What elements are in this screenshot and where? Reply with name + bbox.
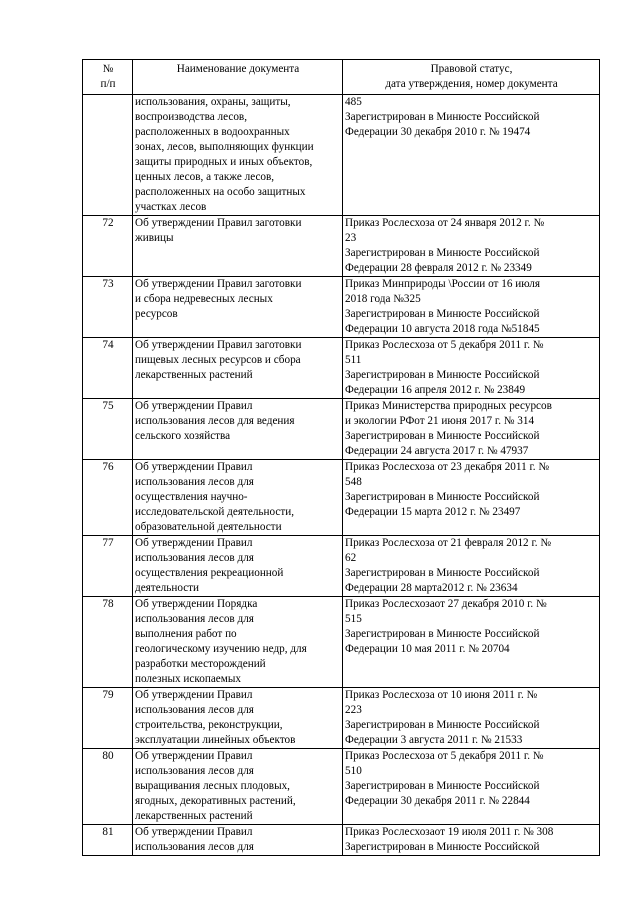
legal-status-line: Зарегистрирован в Минюсте Российской — [345, 628, 540, 640]
legal-status-line: Зарегистрирован в Минюсте Российской — [345, 308, 540, 320]
document-name-cell — [133, 216, 343, 277]
document-name-line: использования лесов для ведения — [135, 415, 295, 427]
document-name-line: ресурсов — [135, 308, 178, 320]
document-name-line: сельского хозяйства — [135, 430, 231, 442]
table-row — [83, 399, 600, 460]
document-name-line: осуществления рекреационной — [135, 567, 284, 579]
document-name-line: использования лесов для — [135, 613, 254, 625]
document-name-line: Об утверждении Правил — [135, 400, 253, 412]
document-name-line: Об утверждении Правил — [135, 537, 253, 549]
document-name-cell — [133, 597, 343, 688]
legal-status-line: Приказ Рослесхозаот 27 декабря 2010 г. № — [345, 598, 547, 610]
row-number: 79 — [83, 688, 133, 749]
document-name-line: использования лесов для — [135, 552, 254, 564]
legal-status-line: Федерации 24 августа 2017 г. № 47937 — [345, 445, 529, 457]
legal-status-line: 62 — [345, 552, 357, 564]
document-name-line: использования лесов для — [135, 765, 254, 777]
legal-status-line: Приказ Рослесхоза от 24 января 2012 г. № — [345, 217, 545, 229]
legal-status-line: 515 — [345, 613, 362, 625]
document-name-line: расположенных на особо защитных — [135, 186, 306, 198]
document-name-line: исследовательской деятельности, — [135, 506, 295, 518]
document-name-line: осуществления научно- — [135, 491, 248, 503]
document-name-line: геологическому изучению недр, для — [135, 643, 307, 655]
document-name-cell — [133, 338, 343, 399]
document-name-line: зонах, лесов, выполняющих функции — [135, 141, 314, 153]
table-row — [83, 95, 600, 216]
legal-status-line: Зарегистрирован в Минюсте Российской — [345, 841, 540, 853]
legal-status-cell — [343, 825, 600, 856]
legal-status-line: Федерации 3 августа 2011 г. № 21533 — [345, 734, 523, 746]
legal-status-cell — [343, 399, 600, 460]
legal-status-cell — [343, 536, 600, 597]
table-body — [83, 95, 600, 856]
document-name-cell — [133, 399, 343, 460]
legal-status-line: Федерации 28 февраля 2012 г. № 23349 — [345, 262, 532, 274]
legal-status-line: Зарегистрирован в Минюсте Российской — [345, 780, 540, 792]
document-name-line: строительства, реконструкции, — [135, 719, 283, 731]
document-name-line: ягодных, декоративных растений, — [135, 795, 296, 807]
document-name-cell — [133, 460, 343, 536]
legal-status-cell — [343, 688, 600, 749]
legal-status-line: Зарегистрирован в Минюсте Российской — [345, 719, 540, 731]
document-name-cell — [133, 688, 343, 749]
table-row — [83, 749, 600, 825]
table-row — [83, 597, 600, 688]
legal-status-cell — [343, 597, 600, 688]
row-number: 72 — [83, 216, 133, 277]
row-number: 73 — [83, 277, 133, 338]
document-name-line: полезных ископаемых — [135, 673, 241, 685]
document-name-line: живицы — [135, 232, 174, 244]
document-name-line: участках лесов — [135, 201, 207, 213]
header-legal-status: Правовой статус, дата утверждения, номер документа — [343, 60, 600, 95]
header-row — [83, 60, 600, 95]
table-header — [83, 60, 600, 95]
legal-status-line: Зарегистрирован в Минюсте Российской — [345, 369, 540, 381]
document-name-line: образовательной деятельности — [135, 521, 282, 533]
document-name-line: защиты природных и иных объектов, — [135, 156, 313, 168]
document-name-line: ценных лесов, а также лесов, — [135, 171, 275, 183]
table-row — [83, 338, 600, 399]
document-name-line: Об утверждении Правил заготовки — [135, 278, 302, 290]
legal-status-line: и экологии РФот 21 июня 2017 г. № 314 — [345, 415, 535, 427]
legal-status-cell — [343, 95, 600, 216]
row-number: 77 — [83, 536, 133, 597]
legal-status-line: Зарегистрирован в Минюсте Российской — [345, 567, 540, 579]
document-name-line: Об утверждении Порядка — [135, 598, 258, 610]
legal-status-cell — [343, 338, 600, 399]
legal-status-line: Федерации 30 декабря 2010 г. № 19474 — [345, 126, 531, 138]
document-name-line: воспроизводства лесов, — [135, 111, 248, 123]
legal-status-line: Приказ Минприроды \России от 16 июля — [345, 278, 541, 290]
document-name-line: использования лесов для — [135, 841, 254, 853]
legal-status-line: Федерации 10 августа 2018 года №51845 — [345, 323, 540, 335]
legal-status-line: 23 — [345, 232, 357, 244]
document-name-line: деятельности — [135, 582, 200, 594]
document-name-line: Об утверждении Правил заготовки — [135, 339, 302, 351]
documents-table — [82, 59, 600, 856]
row-number: 78 — [83, 597, 133, 688]
document-name-cell — [133, 277, 343, 338]
legal-status-line: Приказ Рослесхоза от 21 февраля 2012 г. № — [345, 537, 552, 549]
legal-status-line: Зарегистрирован в Минюсте Российской — [345, 111, 540, 123]
row-number: 75 — [83, 399, 133, 460]
document-name-line: Об утверждении Правил — [135, 689, 253, 701]
document-name-line: лекарственных растений — [135, 369, 253, 381]
table-row — [83, 277, 600, 338]
header-number: № п/п — [83, 60, 133, 95]
document-name-line: Об утверждении Правил — [135, 750, 253, 762]
header-document-name: Наименование документа — [133, 60, 343, 95]
document-name-line: выращивания лесных плодовых, — [135, 780, 290, 792]
document-name-cell — [133, 749, 343, 825]
legal-status-line: Приказ Рослесхоза от 5 декабря 2011 г. № — [345, 750, 544, 762]
legal-status-cell — [343, 277, 600, 338]
table-row — [83, 460, 600, 536]
document-name-line: выполнения работ по — [135, 628, 237, 640]
legal-status-line: Федерации 16 апреля 2012 г. № 23849 — [345, 384, 526, 396]
row-number — [83, 95, 133, 216]
document-name-line: лекарственных растений — [135, 810, 253, 822]
legal-status-line: Федерации 28 марта2012 г. № 23634 — [345, 582, 518, 594]
document-name-line: использования, охраны, защиты, — [135, 96, 291, 108]
row-number: 74 — [83, 338, 133, 399]
legal-status-cell — [343, 216, 600, 277]
document-name-line: разработки месторождений — [135, 658, 266, 670]
legal-status-line: Федерации 15 марта 2012 г. № 23497 — [345, 506, 521, 518]
legal-status-line: 548 — [345, 476, 362, 488]
legal-status-line: Зарегистрирован в Минюсте Российской — [345, 430, 540, 442]
document-name-cell — [133, 825, 343, 856]
legal-status-line: Зарегистрирован в Минюсте Российской — [345, 491, 540, 503]
document-name-line: расположенных в водоохранных — [135, 126, 290, 138]
document-name-cell — [133, 95, 343, 216]
legal-status-line: Приказ Рослесхозаот 19 июля 2011 г. № 308 — [345, 826, 554, 838]
legal-status-cell — [343, 460, 600, 536]
document-name-line: Об утверждении Правил — [135, 461, 253, 473]
row-number: 76 — [83, 460, 133, 536]
legal-status-line: Приказ Рослесхоза от 10 июня 2011 г. № — [345, 689, 538, 701]
table-row — [83, 216, 600, 277]
table-row — [83, 825, 600, 856]
document-name-line: Об утверждении Правил заготовки — [135, 217, 302, 229]
document-name-line: и сбора недревесных лесных — [135, 293, 273, 305]
table-row — [83, 536, 600, 597]
document-name-line: Об утверждении Правил — [135, 826, 253, 838]
legal-status-line: 511 — [345, 354, 362, 366]
legal-status-line: Федерации 10 мая 2011 г. № 20704 — [345, 643, 510, 655]
document-name-line: пищевых лесных ресурсов и сбора — [135, 354, 301, 366]
legal-status-line: Приказ Рослесхоза от 5 декабря 2011 г. № — [345, 339, 544, 351]
document-name-line: использования лесов для — [135, 704, 254, 716]
legal-status-line: Приказ Рослесхоза от 23 декабря 2011 г. № — [345, 461, 550, 473]
document-name-line: эксплуатации линейных объектов — [135, 734, 296, 746]
legal-status-line: 510 — [345, 765, 362, 777]
legal-status-line: Зарегистрирован в Минюсте Российской — [345, 247, 540, 259]
legal-status-cell — [343, 749, 600, 825]
row-number: 80 — [83, 749, 133, 825]
row-number: 81 — [83, 825, 133, 856]
document-name-cell — [133, 536, 343, 597]
legal-status-line: 223 — [345, 704, 362, 716]
legal-status-line: Федерации 30 декабря 2011 г. № 22844 — [345, 795, 530, 807]
legal-status-line: 485 — [345, 96, 362, 108]
legal-status-line: 2018 года №325 — [345, 293, 421, 305]
table-row — [83, 688, 600, 749]
legal-status-line: Приказ Министерства природных ресурсов — [345, 400, 552, 412]
document-name-line: использования лесов для — [135, 476, 254, 488]
